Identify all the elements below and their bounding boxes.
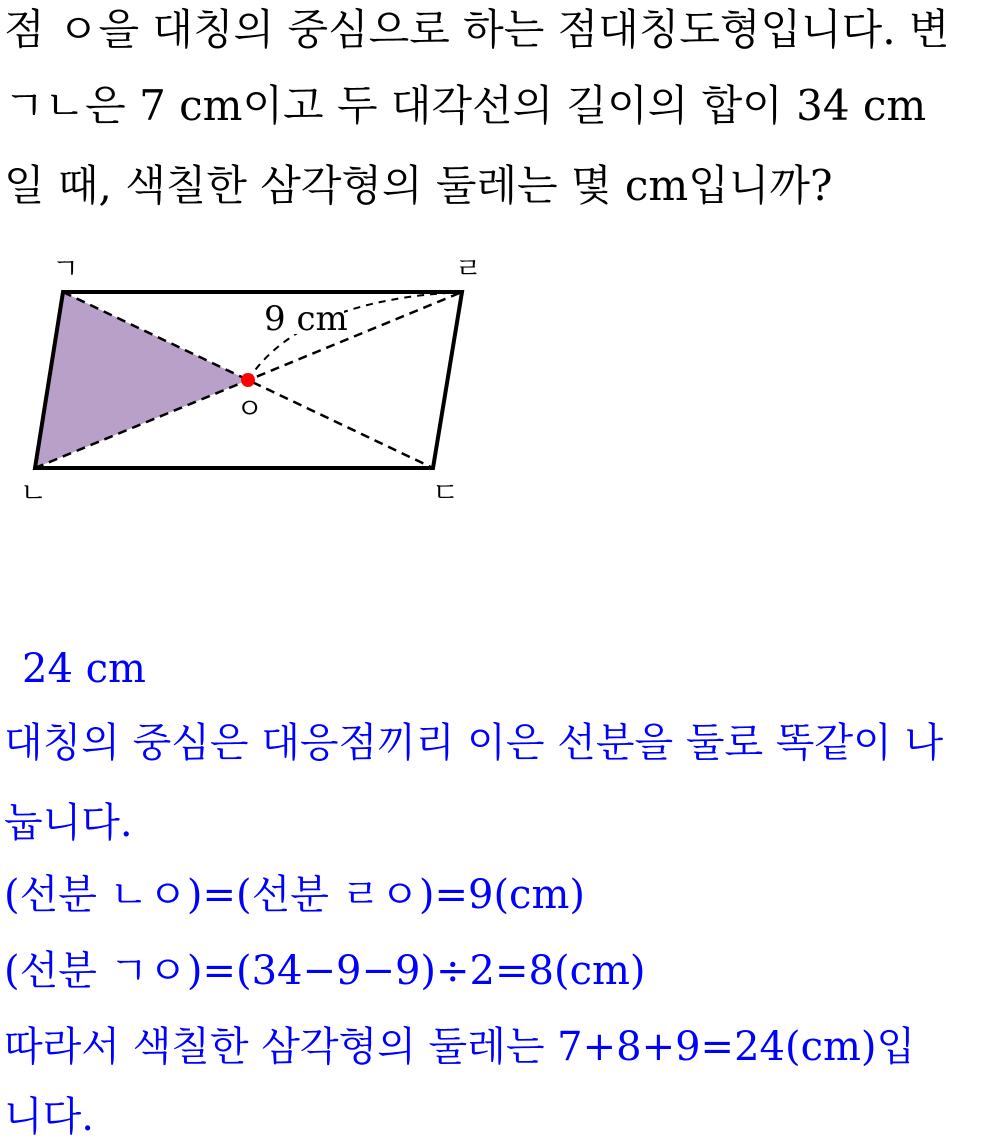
answer-line-6: 니다. <box>4 1094 94 1140</box>
answer-line-1: 대칭의 중심은 대응점끼리 이은 선분을 둘로 똑같이 나 <box>4 720 944 766</box>
vertex-label-d: ㄹ <box>455 252 483 285</box>
vertex-label-a: ㄱ <box>52 252 80 285</box>
vertex-label-c: ㄷ <box>432 476 460 509</box>
question-line-3: 일 때, 색칠한 삼각형의 둘레는 몇 cm입니까? <box>4 161 833 210</box>
answer-line-4: (선분 ㄱㅇ)=(34−9−9)÷2=8(cm) <box>4 948 646 994</box>
answer-value: 24 cm <box>22 646 146 692</box>
measure-label: 9 cm <box>264 299 348 339</box>
center-label: ㅇ <box>236 392 264 425</box>
answer-line-5: 따라서 색칠한 삼각형의 둘레는 7+8+9=24(cm)입 <box>4 1024 916 1070</box>
shaded-triangle <box>35 292 248 468</box>
answer-line-3: (선분 ㄴㅇ)=(선분 ㄹㅇ)=9(cm) <box>4 872 585 918</box>
vertex-label-b: ㄴ <box>20 476 48 509</box>
question-line-1: 점 ㅇ을 대칭의 중심으로 하는 점대칭도형입니다. 변 <box>4 5 950 54</box>
question-line-2: ㄱㄴ은 7 cm이고 두 대각선의 길이의 합이 34 cm <box>4 81 927 130</box>
answer-line-2: 눕니다. <box>4 800 133 846</box>
center-point <box>241 373 255 387</box>
parallelogram-figure <box>0 240 520 520</box>
